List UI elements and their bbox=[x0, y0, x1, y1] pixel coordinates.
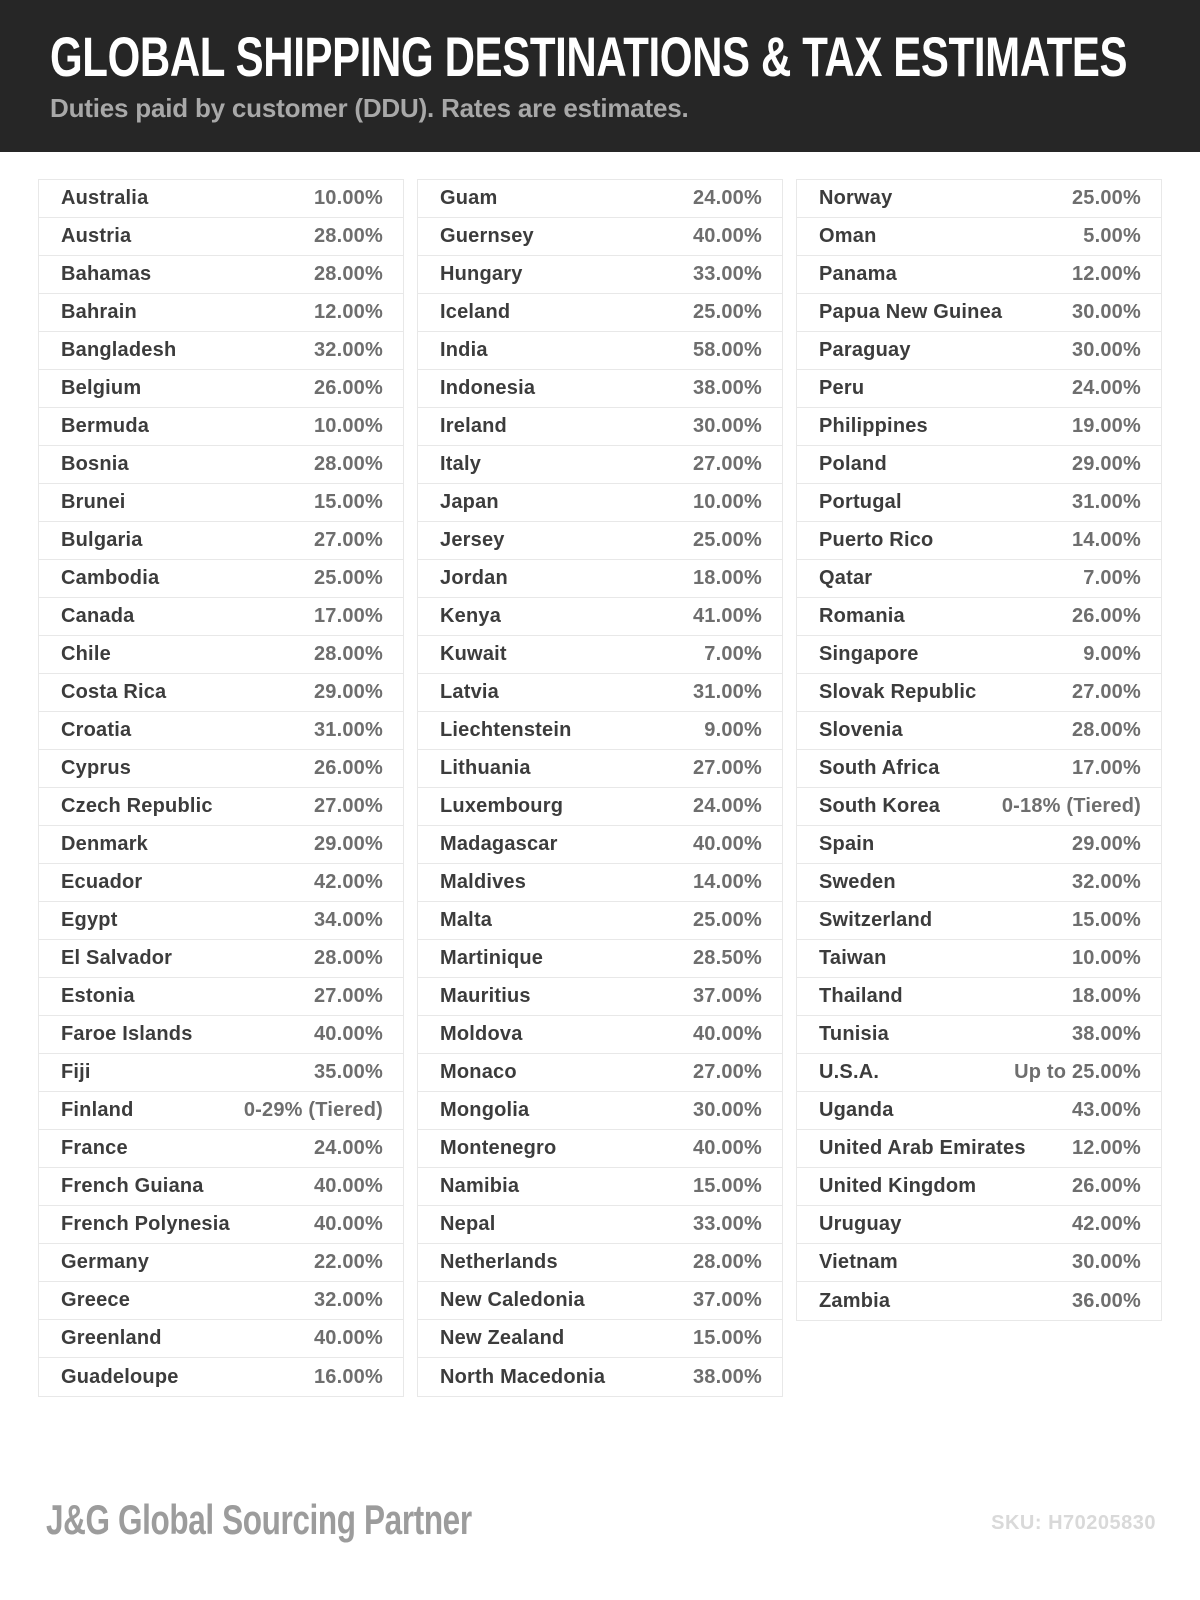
table-row bbox=[418, 1358, 782, 1396]
table-row bbox=[418, 522, 782, 560]
table-row bbox=[418, 332, 782, 370]
tax-rate: 29.00% bbox=[1071, 833, 1141, 855]
table-row bbox=[39, 1016, 403, 1054]
table-row bbox=[797, 1206, 1161, 1244]
tax-rate: 5.00% bbox=[1083, 225, 1141, 247]
tax-rate: 27.00% bbox=[1071, 681, 1141, 703]
tax-rate: 40.00% bbox=[692, 225, 762, 247]
country-name: Indonesia bbox=[440, 377, 536, 399]
table-row bbox=[418, 408, 782, 446]
tax-rate: 40.00% bbox=[692, 833, 762, 855]
table-row bbox=[797, 864, 1161, 902]
country-name: Spain bbox=[819, 833, 875, 855]
country-name: Latvia bbox=[440, 681, 500, 703]
country-name: Jersey bbox=[440, 529, 505, 551]
tax-rate: 42.00% bbox=[313, 871, 383, 893]
tax-rate: 40.00% bbox=[313, 1023, 383, 1045]
country-name: Bulgaria bbox=[61, 529, 143, 551]
tax-rate: 28.00% bbox=[313, 947, 383, 969]
country-name: North Macedonia bbox=[440, 1365, 606, 1388]
table-row bbox=[797, 750, 1161, 788]
country-name: Uganda bbox=[819, 1099, 894, 1121]
tax-rate: 0-18% (Tiered) bbox=[1001, 795, 1141, 817]
table-row bbox=[418, 750, 782, 788]
tax-rate: 28.50% bbox=[692, 947, 762, 969]
table-row bbox=[797, 294, 1161, 332]
tax-rate: 40.00% bbox=[313, 1327, 383, 1349]
country-name: Taiwan bbox=[819, 947, 887, 969]
country-name: Germany bbox=[61, 1251, 150, 1273]
tax-rate: 12.00% bbox=[1071, 263, 1141, 285]
tax-rate: 0-29% (Tiered) bbox=[243, 1099, 383, 1121]
table-row bbox=[418, 1168, 782, 1206]
tax-rate: 38.00% bbox=[692, 377, 762, 399]
table-row bbox=[797, 522, 1161, 560]
table-row bbox=[797, 826, 1161, 864]
tax-rate: 26.00% bbox=[313, 377, 383, 399]
table-row bbox=[39, 560, 403, 598]
table-row bbox=[418, 484, 782, 522]
tax-rate: 37.00% bbox=[692, 985, 762, 1007]
tax-rate: 25.00% bbox=[313, 567, 383, 589]
table-row bbox=[797, 712, 1161, 750]
country-name: Liechtenstein bbox=[440, 719, 572, 741]
country-name: Zambia bbox=[819, 1289, 891, 1312]
country-name: Estonia bbox=[61, 985, 135, 1007]
table-row bbox=[797, 902, 1161, 940]
country-name: Philippines bbox=[819, 415, 928, 437]
country-name: Japan bbox=[440, 491, 499, 513]
tax-rate: 28.00% bbox=[692, 1251, 762, 1273]
table-row bbox=[418, 940, 782, 978]
country-name: South Africa bbox=[819, 757, 940, 779]
table-row bbox=[797, 560, 1161, 598]
tax-rate: 24.00% bbox=[313, 1137, 383, 1159]
rate-table-column-1 bbox=[38, 179, 404, 1397]
country-name: Canada bbox=[61, 605, 135, 627]
tax-rate: 30.00% bbox=[1071, 301, 1141, 323]
sku-label: SKU: H70205830 bbox=[991, 1512, 1156, 1534]
country-name: French Polynesia bbox=[61, 1213, 230, 1235]
tax-rate: 28.00% bbox=[1071, 719, 1141, 741]
table-row bbox=[39, 1320, 403, 1358]
tax-rate: 29.00% bbox=[313, 681, 383, 703]
table-row bbox=[797, 1092, 1161, 1130]
country-name: Malta bbox=[440, 909, 493, 931]
tax-rate: 32.00% bbox=[313, 339, 383, 361]
table-row bbox=[797, 1130, 1161, 1168]
country-name: Maldives bbox=[440, 871, 527, 893]
table-row bbox=[797, 484, 1161, 522]
country-name: Chile bbox=[61, 643, 111, 665]
country-name: Bahrain bbox=[61, 301, 137, 323]
tax-rate: 40.00% bbox=[313, 1213, 383, 1235]
tax-rate: 27.00% bbox=[313, 795, 383, 817]
table-row bbox=[39, 218, 403, 256]
tax-rate: 29.00% bbox=[1071, 453, 1141, 475]
country-name: Martinique bbox=[440, 947, 544, 969]
country-name: New Caledonia bbox=[440, 1289, 585, 1311]
tax-rate: 40.00% bbox=[692, 1023, 762, 1045]
country-name: Bahamas bbox=[61, 263, 152, 285]
country-name: Netherlands bbox=[440, 1251, 558, 1273]
table-row bbox=[797, 256, 1161, 294]
table-row bbox=[39, 902, 403, 940]
table-row bbox=[797, 446, 1161, 484]
table-row bbox=[797, 218, 1161, 256]
country-name: Tunisia bbox=[819, 1023, 889, 1045]
country-name: Italy bbox=[440, 453, 482, 475]
table-row bbox=[39, 256, 403, 294]
tax-rate: 9.00% bbox=[704, 719, 762, 741]
country-name: El Salvador bbox=[61, 947, 173, 969]
country-name: Portugal bbox=[819, 491, 902, 513]
tax-rate: 29.00% bbox=[313, 833, 383, 855]
country-name: Kuwait bbox=[440, 643, 507, 665]
tax-rate: 32.00% bbox=[313, 1289, 383, 1311]
table-row bbox=[797, 598, 1161, 636]
tax-rate: 12.00% bbox=[313, 301, 383, 323]
tax-rate: 34.00% bbox=[313, 909, 383, 931]
country-name: Slovak Republic bbox=[819, 681, 977, 703]
country-name: Mauritius bbox=[440, 985, 531, 1007]
table-row bbox=[418, 256, 782, 294]
tax-rate: 26.00% bbox=[313, 757, 383, 779]
rate-tables bbox=[0, 152, 1200, 1397]
table-row bbox=[797, 978, 1161, 1016]
table-row bbox=[39, 826, 403, 864]
tax-rate: 10.00% bbox=[313, 415, 383, 437]
table-row bbox=[39, 940, 403, 978]
tax-rate: 7.00% bbox=[704, 643, 762, 665]
tax-rate: 38.00% bbox=[1071, 1023, 1141, 1045]
country-name: South Korea bbox=[819, 795, 941, 817]
country-name: Croatia bbox=[61, 719, 132, 741]
country-name: France bbox=[61, 1137, 128, 1159]
country-name: Luxembourg bbox=[440, 795, 564, 817]
tax-rate: 10.00% bbox=[692, 491, 762, 513]
table-row bbox=[418, 1206, 782, 1244]
tax-rate: 31.00% bbox=[692, 681, 762, 703]
country-name: Romania bbox=[819, 605, 905, 627]
tax-rate: 27.00% bbox=[313, 985, 383, 1007]
tax-rate: 15.00% bbox=[692, 1175, 762, 1197]
country-name: Ecuador bbox=[61, 871, 143, 893]
table-row bbox=[39, 598, 403, 636]
table-row bbox=[418, 826, 782, 864]
table-row bbox=[418, 446, 782, 484]
country-name: India bbox=[440, 339, 488, 361]
table-row bbox=[39, 1206, 403, 1244]
table-row bbox=[418, 1016, 782, 1054]
table-row bbox=[418, 978, 782, 1016]
tax-rate: 30.00% bbox=[1071, 339, 1141, 361]
country-name: Slovenia bbox=[819, 719, 903, 741]
tax-rate: 10.00% bbox=[313, 187, 383, 209]
country-name: Ireland bbox=[440, 415, 507, 437]
tax-rate: 33.00% bbox=[692, 1213, 762, 1235]
country-name: Bermuda bbox=[61, 415, 150, 437]
country-name: Iceland bbox=[440, 301, 511, 323]
table-row bbox=[39, 1358, 403, 1396]
footer bbox=[0, 1397, 1200, 1543]
tax-rate: 25.00% bbox=[1071, 187, 1141, 209]
tax-rate: 27.00% bbox=[313, 529, 383, 551]
table-row bbox=[418, 180, 782, 218]
tax-rate: 27.00% bbox=[692, 1061, 762, 1083]
tax-rate: 30.00% bbox=[1071, 1251, 1141, 1273]
country-name: Faroe Islands bbox=[61, 1023, 193, 1045]
tax-rate: 36.00% bbox=[1071, 1289, 1141, 1312]
country-name: Vietnam bbox=[819, 1251, 898, 1273]
country-name: Bosnia bbox=[61, 453, 129, 475]
table-row bbox=[418, 294, 782, 332]
country-name: Thailand bbox=[819, 985, 903, 1007]
country-name: Guernsey bbox=[440, 225, 534, 247]
country-name: Oman bbox=[819, 225, 877, 247]
table-row bbox=[418, 712, 782, 750]
country-name: Switzerland bbox=[819, 909, 933, 931]
tax-rate: 18.00% bbox=[692, 567, 762, 589]
country-name: Qatar bbox=[819, 567, 873, 589]
table-row bbox=[797, 1244, 1161, 1282]
country-name: Moldova bbox=[440, 1023, 523, 1045]
table-row bbox=[418, 1244, 782, 1282]
table-row bbox=[39, 1054, 403, 1092]
table-row bbox=[39, 484, 403, 522]
table-row bbox=[39, 180, 403, 218]
country-name: Hungary bbox=[440, 263, 523, 285]
tax-rate: 25.00% bbox=[692, 909, 762, 931]
country-name: Fiji bbox=[61, 1061, 91, 1083]
country-name: Monaco bbox=[440, 1061, 517, 1083]
table-row bbox=[797, 408, 1161, 446]
tax-rate: 31.00% bbox=[313, 719, 383, 741]
country-name: Greenland bbox=[61, 1327, 162, 1349]
table-row bbox=[797, 180, 1161, 218]
table-row bbox=[418, 1320, 782, 1358]
country-name: Costa Rica bbox=[61, 681, 167, 703]
country-name: Poland bbox=[819, 453, 887, 475]
page-subtitle: Duties paid by customer (DDU). Rates are estimates. bbox=[50, 93, 689, 123]
tax-rate: 32.00% bbox=[1071, 871, 1141, 893]
table-row bbox=[39, 332, 403, 370]
country-name: Bangladesh bbox=[61, 339, 177, 361]
country-name: Australia bbox=[61, 187, 149, 209]
tax-rate: 7.00% bbox=[1083, 567, 1141, 589]
rate-table-column-3 bbox=[796, 179, 1162, 1321]
country-name: Cyprus bbox=[61, 757, 132, 779]
table-row bbox=[418, 788, 782, 826]
tax-rate: 28.00% bbox=[313, 643, 383, 665]
tax-rate: 42.00% bbox=[1071, 1213, 1141, 1235]
table-row bbox=[797, 1054, 1161, 1092]
tax-rate: 26.00% bbox=[1071, 1175, 1141, 1197]
country-name: United Kingdom bbox=[819, 1175, 977, 1197]
country-name: French Guiana bbox=[61, 1175, 204, 1197]
tax-rate: 24.00% bbox=[692, 187, 762, 209]
table-row bbox=[418, 674, 782, 712]
tax-rate: 31.00% bbox=[1071, 491, 1141, 513]
brand-name: J&G Global Sourcing Partner bbox=[46, 1496, 472, 1543]
tax-rate: 9.00% bbox=[1083, 643, 1141, 665]
tax-rate: 27.00% bbox=[692, 757, 762, 779]
tax-rate: 40.00% bbox=[692, 1137, 762, 1159]
tax-rate: 41.00% bbox=[692, 605, 762, 627]
table-row bbox=[39, 978, 403, 1016]
country-name: Cambodia bbox=[61, 567, 160, 589]
table-row bbox=[39, 864, 403, 902]
tax-rate: 25.00% bbox=[692, 301, 762, 323]
country-name: Belgium bbox=[61, 377, 142, 399]
country-name: Norway bbox=[819, 187, 893, 209]
table-row bbox=[797, 370, 1161, 408]
country-name: Puerto Rico bbox=[819, 529, 934, 551]
table-row bbox=[418, 864, 782, 902]
table-row bbox=[797, 788, 1161, 826]
country-name: Egypt bbox=[61, 909, 118, 931]
tax-rate: 35.00% bbox=[313, 1061, 383, 1083]
tax-rate: 40.00% bbox=[313, 1175, 383, 1197]
tax-rate: 14.00% bbox=[1071, 529, 1141, 551]
tax-rate: 30.00% bbox=[692, 1099, 762, 1121]
tax-rate: 15.00% bbox=[1071, 909, 1141, 931]
country-name: Namibia bbox=[440, 1175, 520, 1197]
tax-rate: 16.00% bbox=[313, 1365, 383, 1388]
country-name: New Zealand bbox=[440, 1327, 565, 1349]
tax-rate: 17.00% bbox=[1071, 757, 1141, 779]
country-name: U.S.A. bbox=[819, 1061, 880, 1083]
country-name: Czech Republic bbox=[61, 795, 213, 817]
table-row bbox=[39, 674, 403, 712]
tax-rate: 24.00% bbox=[1071, 377, 1141, 399]
table-row bbox=[39, 446, 403, 484]
tax-rate: 12.00% bbox=[1071, 1137, 1141, 1159]
table-row bbox=[39, 1282, 403, 1320]
country-name: Singapore bbox=[819, 643, 919, 665]
country-name: Nepal bbox=[440, 1213, 496, 1235]
table-row bbox=[39, 750, 403, 788]
tax-rate: 15.00% bbox=[692, 1327, 762, 1349]
table-row bbox=[39, 712, 403, 750]
table-row bbox=[39, 788, 403, 826]
tax-rate: 19.00% bbox=[1071, 415, 1141, 437]
table-row bbox=[39, 1244, 403, 1282]
table-row bbox=[418, 1092, 782, 1130]
table-row bbox=[797, 1282, 1161, 1320]
table-row bbox=[418, 902, 782, 940]
country-name: United Arab Emirates bbox=[819, 1137, 1026, 1159]
table-row bbox=[39, 636, 403, 674]
table-row bbox=[418, 370, 782, 408]
table-row bbox=[797, 1168, 1161, 1206]
country-name: Sweden bbox=[819, 871, 896, 893]
country-name: Papua New Guinea bbox=[819, 301, 1003, 323]
table-row bbox=[797, 1016, 1161, 1054]
tax-rate: 28.00% bbox=[313, 263, 383, 285]
tax-rate: 37.00% bbox=[692, 1289, 762, 1311]
country-name: Greece bbox=[61, 1289, 131, 1311]
tax-rate: 18.00% bbox=[1071, 985, 1141, 1007]
table-row bbox=[418, 1130, 782, 1168]
tax-rate: 33.00% bbox=[692, 263, 762, 285]
table-row bbox=[39, 294, 403, 332]
table-row bbox=[418, 218, 782, 256]
tax-rate: 25.00% bbox=[692, 529, 762, 551]
country-name: Denmark bbox=[61, 833, 148, 855]
country-name: Madagascar bbox=[440, 833, 558, 855]
country-name: Panama bbox=[819, 263, 897, 285]
country-name: Kenya bbox=[440, 605, 502, 627]
tax-rate: 15.00% bbox=[313, 491, 383, 513]
country-name: Guadeloupe bbox=[61, 1365, 179, 1388]
rate-table-column-2 bbox=[417, 179, 783, 1397]
tax-rate: 17.00% bbox=[313, 605, 383, 627]
tax-rate: 38.00% bbox=[692, 1365, 762, 1388]
table-row bbox=[797, 332, 1161, 370]
table-row bbox=[797, 636, 1161, 674]
tax-rate: 14.00% bbox=[692, 871, 762, 893]
table-row bbox=[39, 1130, 403, 1168]
tax-rate: 58.00% bbox=[692, 339, 762, 361]
country-name: Jordan bbox=[440, 567, 508, 589]
country-name: Uruguay bbox=[819, 1213, 902, 1235]
tax-rate: 24.00% bbox=[692, 795, 762, 817]
header-banner bbox=[0, 0, 1200, 152]
tax-rate: 43.00% bbox=[1071, 1099, 1141, 1121]
country-name: Brunei bbox=[61, 491, 126, 513]
country-name: Finland bbox=[61, 1099, 134, 1121]
table-row bbox=[39, 522, 403, 560]
table-row bbox=[797, 674, 1161, 712]
table-row bbox=[39, 1092, 403, 1130]
tax-rate: 28.00% bbox=[313, 453, 383, 475]
page-title: GLOBAL SHIPPING DESTINATIONS & TAX ESTIMATES bbox=[50, 25, 1128, 88]
table-row bbox=[418, 1054, 782, 1092]
table-row bbox=[39, 1168, 403, 1206]
tax-rate: 26.00% bbox=[1071, 605, 1141, 627]
tax-rate: 30.00% bbox=[692, 415, 762, 437]
country-name: Guam bbox=[440, 187, 498, 209]
country-name: Montenegro bbox=[440, 1137, 557, 1159]
country-name: Mongolia bbox=[440, 1099, 530, 1121]
country-name: Paraguay bbox=[819, 339, 911, 361]
tax-rate: 27.00% bbox=[692, 453, 762, 475]
country-name: Peru bbox=[819, 377, 865, 399]
table-row bbox=[39, 408, 403, 446]
table-row bbox=[418, 598, 782, 636]
table-row bbox=[418, 560, 782, 598]
table-row bbox=[418, 1282, 782, 1320]
tax-rate: Up to 25.00% bbox=[1014, 1061, 1141, 1083]
country-name: Austria bbox=[61, 225, 132, 247]
table-row bbox=[797, 940, 1161, 978]
tax-rate: 22.00% bbox=[313, 1251, 383, 1273]
table-row bbox=[39, 370, 403, 408]
country-name: Lithuania bbox=[440, 757, 531, 779]
table-row bbox=[418, 636, 782, 674]
tax-rate: 28.00% bbox=[313, 225, 383, 247]
tax-rate: 10.00% bbox=[1071, 947, 1141, 969]
